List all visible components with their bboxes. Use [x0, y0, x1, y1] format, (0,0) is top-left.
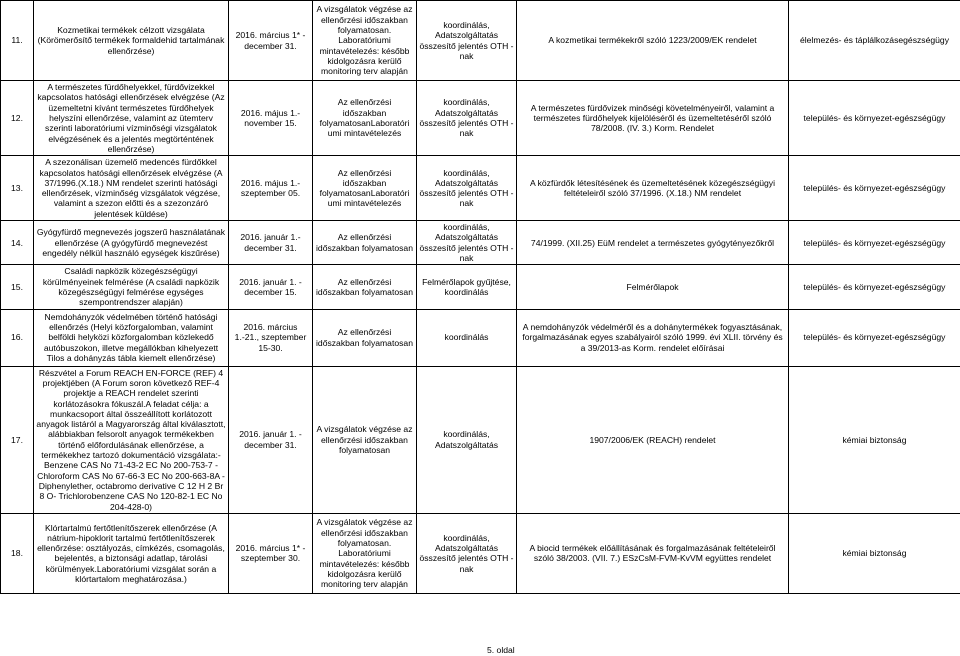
task-mode: Az ellenőrzési időszakban folyamatosan [313, 265, 417, 309]
row-number: 18. [1, 513, 34, 593]
page-number: 5. oldal [487, 645, 515, 655]
task-subject: Részvétel a Forum REACH EN-FORCE (REF) 4 projektjében (A Forum soron következő REF-4 projektje a REACH rendelet szerinti korlátozásokra fókuszál.A feladat célja: a munkacsoport által összeállított korlátozott anyagok listáról a Magyarország által kiválasztott, alábbiakban felsorolt anyagok termékekben történő előfordulásának ellenőrzése, a termékekhez tartozó dokumentáció vizsgálata:- Benzene CAS No 71-43-2 EC No 200-753-7 - Chloroform CAS No 67-66-3 EC No 200-663-8A - Diphenylether, octabromo derivative C 12 H 2 Br 8 O- Trichlorobenzene CAS No 120-82-1 EC No 204-428-0) [34, 366, 229, 513]
task-field: élelmezés- és táplálkozásegészségügy [789, 1, 960, 81]
task-legal-basis: A kozmetikai termékekről szóló 1223/2009/EK rendelet [517, 1, 789, 81]
table-row [1, 309, 960, 366]
table-row [1, 366, 960, 513]
row-number: 11. [1, 1, 34, 81]
row-number: 17. [1, 366, 34, 513]
task-legal-basis: A biocid termékek előállításának és forgalmazásának feltételeiről szóló 38/2003. (VII. 7.) ESzCsM-FVM-KvVM együttes rendelet [517, 513, 789, 593]
row-number: 14. [1, 221, 34, 265]
task-coordination: koordinálás, Adatszolgáltatás összesítő jelentés OTH - nak [417, 513, 517, 593]
task-period: 2016. január 1. - december 31. [229, 366, 313, 513]
task-coordination: koordinálás, Adatszolgáltatás [417, 366, 517, 513]
task-subject: Klórtartalmú fertőtlenítőszerek ellenőrzése (A nátrium-hipoklorit tartalmú fertőtlenítőszerek ellenőrzése: osztályozás, címkézés, csomagolás, bejelentés, a biztonsági adatlap, tárolási körülmények.Laboratóriumi vizsgálat során a klórtartalom meghatározása.) [34, 513, 229, 593]
task-field: település- és környezet-egészségügy [789, 221, 960, 265]
row-number: 12. [1, 81, 34, 156]
task-mode: Az ellenőrzési időszakban folyamatosanLaboratóri umi mintavételezés [313, 81, 417, 156]
table-row [1, 156, 960, 221]
task-coordination: koordinálás, Adatszolgáltatás összesítő jelentés OTH - nak [417, 81, 517, 156]
task-period: 2016. március 1.-21., szeptember 15-30. [229, 309, 313, 366]
table-row [1, 1, 960, 81]
task-coordination: koordinálás [417, 309, 517, 366]
task-legal-basis: A közfürdők létesítésének és üzemeltetésének közegészségügyi feltételeiről szóló 37/1996. (X.18.) NM rendelet [517, 156, 789, 221]
task-legal-basis: 74/1999. (XII.25) EüM rendelet a természetes gyógytényezőkről [517, 221, 789, 265]
task-field: kémiai biztonság [789, 366, 960, 513]
task-period: 2016. március 1* - szeptember 30. [229, 513, 313, 593]
row-number: 13. [1, 156, 34, 221]
task-period: 2016. május 1.- szeptember 05. [229, 156, 313, 221]
task-subject: A szezonálisan üzemelő medencés fürdőkkel kapcsolatos hatósági ellenőrzések elvégzése (A 37/1996.(X.18.) NM rendelet szerinti hatósági ellenőrzések, vízminőség vizsgálatok végzése, valamint a szezon előtti és a szezonzáró jelentések küldése) [34, 156, 229, 221]
task-field: település- és környezet-egészségügy [789, 156, 960, 221]
task-coordination: Felmérőlapok gyűjtése, koordinálás [417, 265, 517, 309]
task-field: település- és környezet-egészségügy [789, 309, 960, 366]
task-mode: A vizsgálatok végzése az ellenőrzési időszakban folyamatosan [313, 366, 417, 513]
task-period: 2016. január 1. - december 15. [229, 265, 313, 309]
task-field: település- és környezet-egészségügy [789, 265, 960, 309]
task-legal-basis: A nemdohányzók védelméről és a dohánytermékek fogyasztásának, forgalmazásának egyes szabályairól szóló 1999. évi XLII. törvény és a 39/2013-as Korm. rendelet előírásai [517, 309, 789, 366]
table-row [1, 265, 960, 309]
task-period: 2016. március 1* - december 31. [229, 1, 313, 81]
task-period: 2016. január 1.- december 31. [229, 221, 313, 265]
task-mode: A vizsgálatok végzése az ellenőrzési időszakban folyamatosan. Laboratóriumi mintavételezés: később kidolgozásra kerülő monitoring terv alapján [313, 1, 417, 81]
task-period: 2016. május 1.-november 15. [229, 81, 313, 156]
task-subject: Családi napközik közegészségügyi körülményeinek felmérése (A családi napközik közegészségügyi felmérése egységes szempontrendszer alapján) [34, 265, 229, 309]
task-subject: Kozmetikai termékek célzott vizsgálata (Körömerősítő termékek formaldehid tartalmának ellenőrzése) [34, 1, 229, 81]
task-legal-basis: A természetes fürdővizek minőségi követelményeiről, valamint a természetes fürdőhelyek kijelöléséről és üzemeltetéséről szóló 78/2008. (IV. 3.) Korm. Rendelet [517, 81, 789, 156]
task-mode: Az ellenőrzési időszakban folyamatosan [313, 309, 417, 366]
task-legal-basis: Felmérőlapok [517, 265, 789, 309]
row-number: 15. [1, 265, 34, 309]
task-subject: Gyógyfürdő megnevezés jogszerű használatának ellenőrzése (A gyógyfürdő megnevezést engedély nélkül használó egységek kiszűrése) [34, 221, 229, 265]
task-field: település- és környezet-egészségügy [789, 81, 960, 156]
task-mode: Az ellenőrzési időszakban folyamatosanLaboratóri umi mintavételezés [313, 156, 417, 221]
task-coordination: koordinálás, Adatszolgáltatás összesítő jelentés OTH - nak [417, 221, 517, 265]
task-legal-basis: 1907/2006/EK (REACH) rendelet [517, 366, 789, 513]
task-mode: A vizsgálatok végzése az ellenőrzési időszakban folyamatosan. Laboratóriumi mintavételezés: később kidolgozásra kerülő monitoring terv alapján [313, 513, 417, 593]
table-row [1, 81, 960, 156]
task-subject: Nemdohányzók védelmében történő hatósági ellenőrzés (Helyi közforgalomban, valamint belföldi helyközi közforgalomban közlekedő autóbuszokon, illetve megállókban kihelyezett Tilos a dohányzás tábla kiemelt ellenőrzése) [34, 309, 229, 366]
task-subject: A természetes fürdőhelyekkel, fürdővizekkel kapcsolatos hatósági ellenőrzések elvégzése (Az üzemeltetni kívánt természetes fürdőhelyek helyszíni ellenőrzése, valamint az ütemterv szerinti laboratóriumi vízminőségi vizsgálatok elvégzésének és a jelentés megtörténtének ellenőrzése) [34, 81, 229, 156]
task-coordination: koordinálás, Adatszolgáltatás összesítő jelentés OTH - nak [417, 156, 517, 221]
task-coordination: koordinálás, Adatszolgáltatás összesítő jelentés OTH - nak [417, 1, 517, 81]
task-field: kémiai biztonság [789, 513, 960, 593]
table-row [1, 221, 960, 265]
table-row [1, 513, 960, 593]
task-mode: Az ellenőrzési időszakban folyamatosan [313, 221, 417, 265]
row-number: 16. [1, 309, 34, 366]
